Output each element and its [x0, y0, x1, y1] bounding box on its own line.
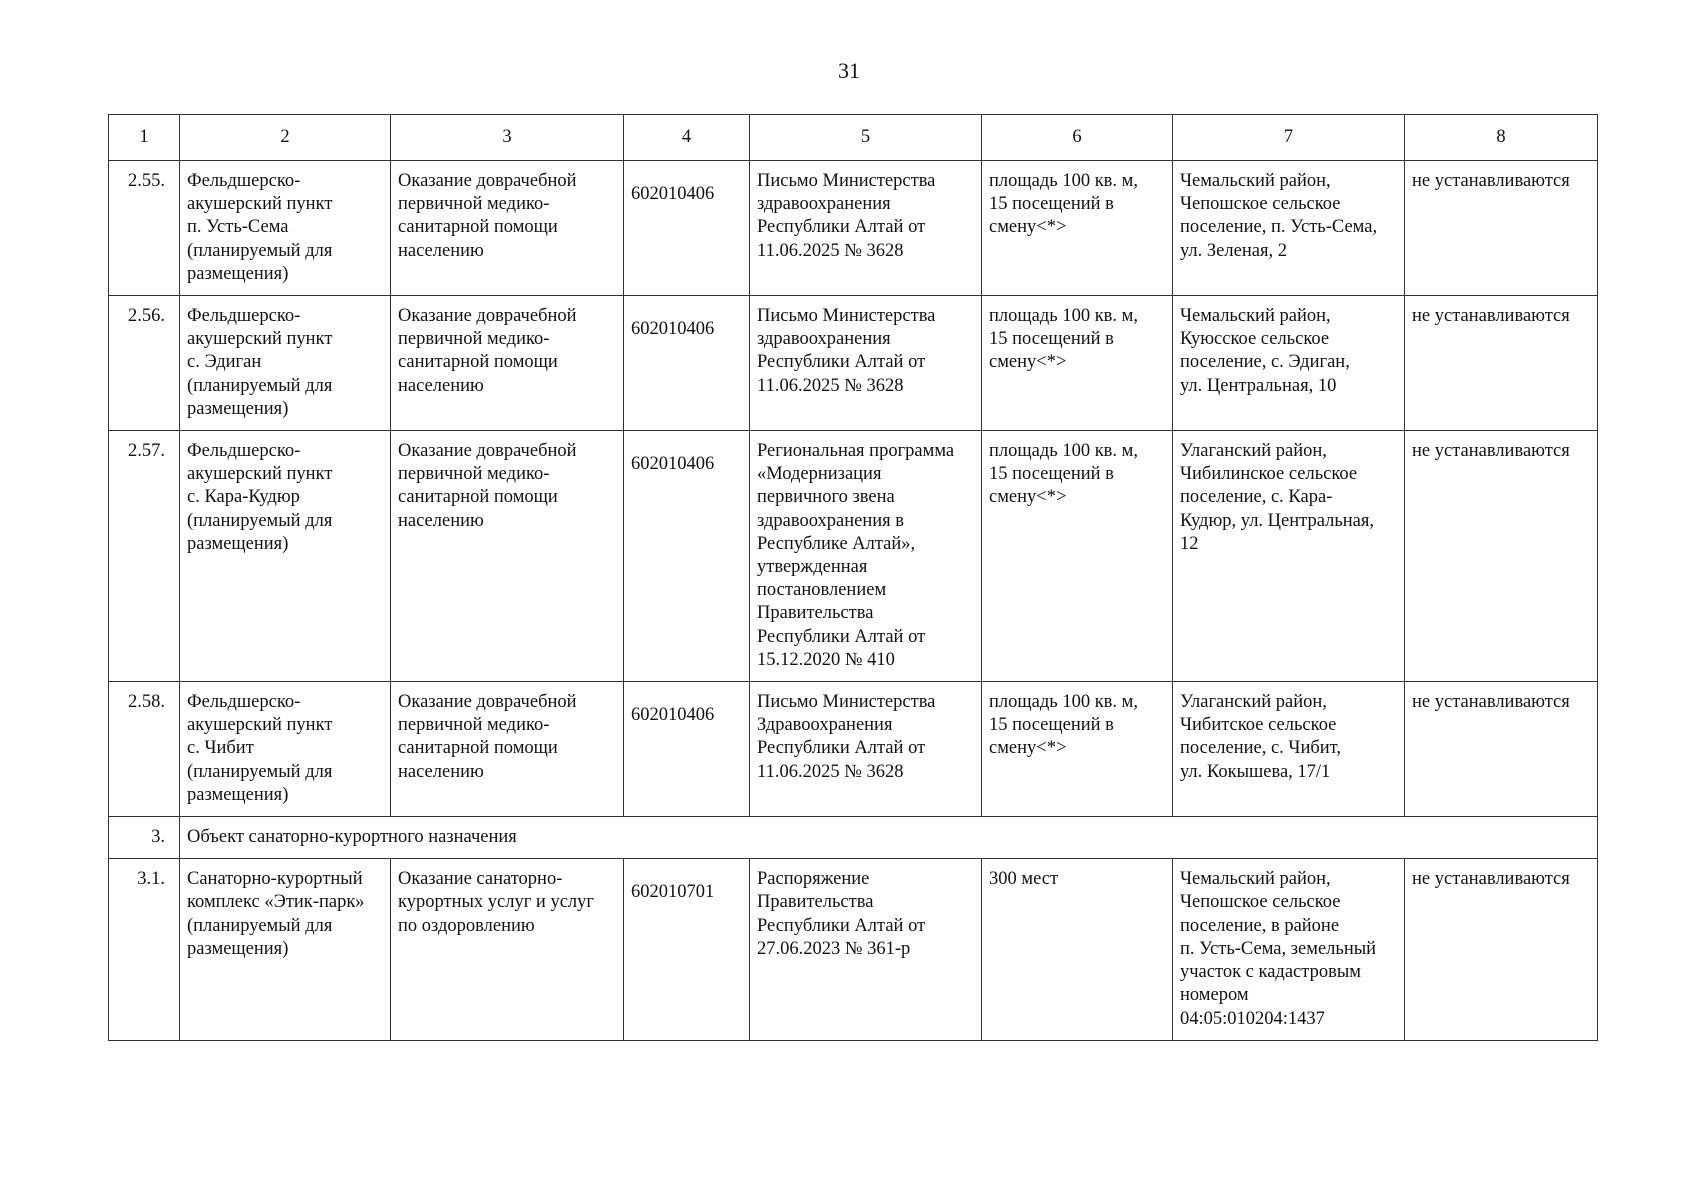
- column-number-header: 2: [180, 115, 391, 161]
- object-purpose: Оказание доврачебной первичной медико- санитарной помощи населению: [391, 161, 624, 296]
- object-purpose: Оказание доврачебной первичной медико- санитарной помощи населению: [391, 682, 624, 817]
- object-zones: не устанавливаются: [1405, 161, 1598, 296]
- planned-objects-table: [108, 114, 1598, 1041]
- row-number: 3.1.: [109, 859, 180, 1040]
- column-number-header: 6: [982, 115, 1173, 161]
- object-name: Санаторно-курортный комплекс «Этик-парк» (планируемый для размещения): [180, 859, 391, 1040]
- object-purpose: Оказание доврачебной первичной медико- санитарной помощи населению: [391, 431, 624, 682]
- object-basis: Распоряжение Правительства Республики Алтай от 27.06.2023 № 361-р: [750, 859, 982, 1040]
- section-title: Объект санаторно-курортного назначения: [180, 817, 1598, 859]
- object-characteristics: площадь 100 кв. м, 15 посещений в смену<*>: [982, 161, 1173, 296]
- object-zones: не устанавливаются: [1405, 682, 1598, 817]
- object-basis: Региональная программа «Модернизация первичного звена здравоохранения в Республике Алтай», утвержденная постановлением Правительства Республики Алтай от 15.12.2020 № 410: [750, 431, 982, 682]
- object-zones: не устанавливаются: [1405, 859, 1598, 1040]
- object-name: Фельдшерско- акушерский пункт п. Усть-Сема (планируемый для размещения): [180, 161, 391, 296]
- column-number-header: 8: [1405, 115, 1598, 161]
- object-location: Улаганский район, Чибилинское сельское поселение, с. Кара- Кудюр, ул. Центральная, 12: [1173, 431, 1405, 682]
- column-number-header: 4: [624, 115, 750, 161]
- table-row: [109, 431, 1598, 682]
- object-name: Фельдшерско- акушерский пункт с. Кара-Кудюр (планируемый для размещения): [180, 431, 391, 682]
- object-code: 602010406: [624, 682, 750, 817]
- object-name: Фельдшерско- акушерский пункт с. Эдиган (планируемый для размещения): [180, 296, 391, 431]
- column-number-header-row: [109, 115, 1598, 161]
- object-basis: Письмо Министерства Здравоохранения Республики Алтай от 11.06.2025 № 3628: [750, 682, 982, 817]
- object-characteristics: 300 мест: [982, 859, 1173, 1040]
- object-zones: не устанавливаются: [1405, 296, 1598, 431]
- object-purpose: Оказание доврачебной первичной медико- санитарной помощи населению: [391, 296, 624, 431]
- section-row: [109, 817, 1598, 859]
- column-number-header: 1: [109, 115, 180, 161]
- column-number-header: 7: [1173, 115, 1405, 161]
- object-location: Чемальский район, Куюсское сельское поселение, с. Эдиган, ул. Центральная, 10: [1173, 296, 1405, 431]
- object-code: 602010701: [624, 859, 750, 1040]
- column-number-header: 3: [391, 115, 624, 161]
- table-row: [109, 296, 1598, 431]
- row-number: 2.56.: [109, 296, 180, 431]
- table-row: [109, 161, 1598, 296]
- object-name: Фельдшерско- акушерский пункт с. Чибит (планируемый для размещения): [180, 682, 391, 817]
- object-code: 602010406: [624, 296, 750, 431]
- section-number: 3.: [109, 817, 180, 859]
- table-row: [109, 682, 1598, 817]
- column-number-header: 5: [750, 115, 982, 161]
- object-code: 602010406: [624, 431, 750, 682]
- page-number: 31: [838, 58, 860, 83]
- row-number: 2.58.: [109, 682, 180, 817]
- object-location: Чемальский район, Чепошское сельское поселение, п. Усть-Сема, ул. Зеленая, 2: [1173, 161, 1405, 296]
- object-characteristics: площадь 100 кв. м, 15 посещений в смену<*>: [982, 296, 1173, 431]
- object-location: Улаганский район, Чибитское сельское поселение, с. Чибит, ул. Кокышева, 17/1: [1173, 682, 1405, 817]
- object-zones: не устанавливаются: [1405, 431, 1598, 682]
- object-characteristics: площадь 100 кв. м, 15 посещений в смену<*>: [982, 682, 1173, 817]
- object-basis: Письмо Министерства здравоохранения Республики Алтай от 11.06.2025 № 3628: [750, 161, 982, 296]
- object-purpose: Оказание санаторно- курортных услуг и услуг по оздоровлению: [391, 859, 624, 1040]
- object-basis: Письмо Министерства здравоохранения Республики Алтай от 11.06.2025 № 3628: [750, 296, 982, 431]
- table-row: [109, 859, 1598, 1040]
- object-code: 602010406: [624, 161, 750, 296]
- object-location: Чемальский район, Чепошское сельское поселение, в районе п. Усть-Сема, земельный участок с кадастровым номером 04:05:010204:1437: [1173, 859, 1405, 1040]
- row-number: 2.57.: [109, 431, 180, 682]
- row-number: 2.55.: [109, 161, 180, 296]
- object-characteristics: площадь 100 кв. м, 15 посещений в смену<*>: [982, 431, 1173, 682]
